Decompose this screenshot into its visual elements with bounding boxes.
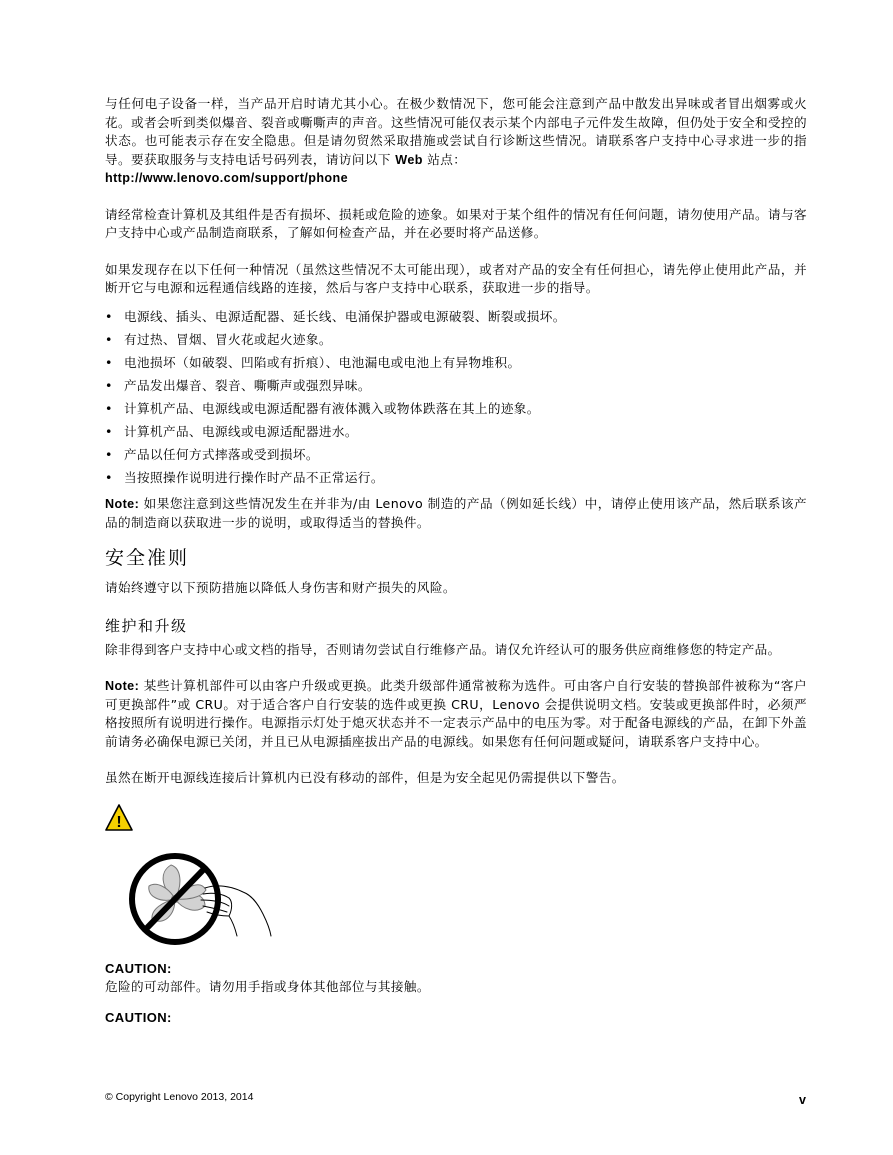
note-label: Note:	[105, 497, 140, 511]
fan-hazard-illustration	[105, 802, 285, 952]
bullet-symbol: •	[105, 400, 113, 416]
list-item-text: 计算机产品、电源线或电源适配器有液体溅入或物体跌落在其上的迹象。	[124, 400, 540, 416]
copyright-notice: © Copyright Lenovo 2013, 2014	[105, 1091, 254, 1103]
list-item	[105, 423, 807, 442]
list-item	[105, 354, 807, 373]
bullet-symbol: •	[105, 308, 113, 324]
list-item-text: 产品发出爆音、裂音、嘶嘶声或强烈异味。	[124, 377, 371, 393]
caution-label: CAUTION:	[105, 960, 172, 976]
web-label: Web	[395, 152, 423, 167]
bullet-symbol: •	[105, 377, 113, 393]
caution-block-2	[105, 1009, 807, 1028]
list-item	[105, 469, 807, 488]
warning-triangle-icon	[106, 805, 132, 831]
list-item-text: 电池损坏（如破裂、凹陷或有折痕）、电池漏电或电池上有异物堆积。	[124, 354, 521, 370]
subsection-paragraph: 除非得到客户支持中心或文档的指导，否则请勿尝试自行维修产品。请仅允许经认可的服务供应商维修您的特定产品。	[105, 641, 781, 657]
caution-block-1	[105, 960, 807, 997]
list-item-text: 产品以任何方式摔落或受到损坏。	[124, 446, 319, 462]
moving-parts-warning-figure	[105, 802, 285, 952]
caution-text: 危险的可动部件。请勿用手指或身体其他部位与其接触。	[105, 979, 430, 994]
list-item-text: 电源线、插头、电源适配器、延长线、电涌保护器或电源破裂、断裂或损坏。	[124, 308, 566, 324]
warning-exclamation: !	[116, 813, 122, 831]
bullet-symbol: •	[105, 423, 113, 439]
list-item	[105, 308, 807, 327]
intro-paragraph-1-tail: 站点：	[422, 151, 467, 167]
bullet-symbol: •	[105, 331, 113, 347]
prohibited-fan-icon	[132, 856, 218, 942]
note-text: 某些计算机部件可以由客户升级或更换。此类升级部件通常被称为选件。可由客户自行安装的替换部件被称为“客户可更换部件”或 CRU。对于适合客户自行安装的选件或更换 CRU，Lenovo 会提供说明文档。安装或更换部件时，必须严格按照所有说明进行操作。电源指示灯处于熄灭状态并不一定表示产品中的电压为零。对于配备电源线的产品，在卸下外盖前请务必确保电源已关闭，并且已从电源插座拔出产品的电源线。如果您有任何问题或疑问，请联系客户支持中心。	[105, 678, 807, 749]
intro-paragraph-2: 请经常检查计算机及其组件是否有损坏、损耗或危险的迹象。如果对于某个组件的情况有任何问题，请勿使用产品。请与客户支持中心或产品制造商联系，了解如何检查产品，并在必要时将产品送修。	[105, 206, 807, 240]
warning-intro: 虽然在断开电源线连接后计算机内已没有移动的部件，但是为安全起见仍需提供以下警告。	[105, 770, 625, 785]
intro-paragraph-3: 如果发现存在以下任何一种情况（虽然这些情况不太可能出现），或者对产品的安全有任何担心，请先停止使用此产品，并断开它与电源和远程通信线路的连接，然后与客户支持中心联系，获取进一步的指导。	[105, 261, 807, 295]
note-text: 如果您注意到这些情况发生在并非为/由 Lenovo 制造的产品（例如延长线）中，请停止使用该产品，然后联系该产品的制造商以获取进一步的说明，或取得适当的替换件。	[105, 496, 807, 530]
section-title: 安全准则	[105, 547, 190, 569]
section-intro: 请始终遵守以下预防措施以降低人身伤害和财产损失的风险。	[105, 580, 456, 595]
list-item	[105, 400, 807, 419]
intro-paragraph-1	[105, 95, 807, 188]
list-item-text: 计算机产品、电源线或电源适配器进水。	[124, 423, 358, 439]
subsection-title: 维护和升级	[105, 616, 188, 635]
caution-label: CAUTION:	[105, 1009, 172, 1025]
hazard-bullet-list	[105, 308, 807, 488]
note-paragraph-1	[105, 495, 807, 532]
page-number: v	[799, 1093, 806, 1107]
bullet-symbol: •	[105, 354, 113, 370]
bullet-symbol: •	[105, 446, 113, 462]
list-item	[105, 377, 807, 396]
note-label: Note:	[105, 679, 140, 693]
list-item-text: 当按照操作说明进行操作时产品不正常运行。	[124, 469, 384, 485]
page-content	[105, 95, 807, 1027]
note-paragraph-2	[105, 677, 807, 751]
list-item-text: 有过热、冒烟、冒火花或起火迹象。	[124, 331, 332, 347]
bullet-symbol: •	[105, 469, 113, 485]
list-item	[105, 331, 807, 350]
intro-paragraph-1-text: 与任何电子设备一样，当产品开启时请尤其小心。在极少数情况下，您可能会注意到产品中散发出异味或者冒出烟雾或火花。或者会听到类似爆音、裂音或嘶嘶声的声音。这些情况可能仅表示某个内部电子元件发生故障，但仍处于安全和受控的状态。也可能表示存在安全隐患。但是请勿贸然采取措施或尝试自行诊断这些情况。请联系客户支持中心寻求进一步的指导。要获取服务与支持电话号码列表，请访问以下	[105, 96, 807, 167]
list-item	[105, 446, 807, 465]
support-url-link[interactable]: http://www.lenovo.com/support/phone	[105, 171, 349, 185]
